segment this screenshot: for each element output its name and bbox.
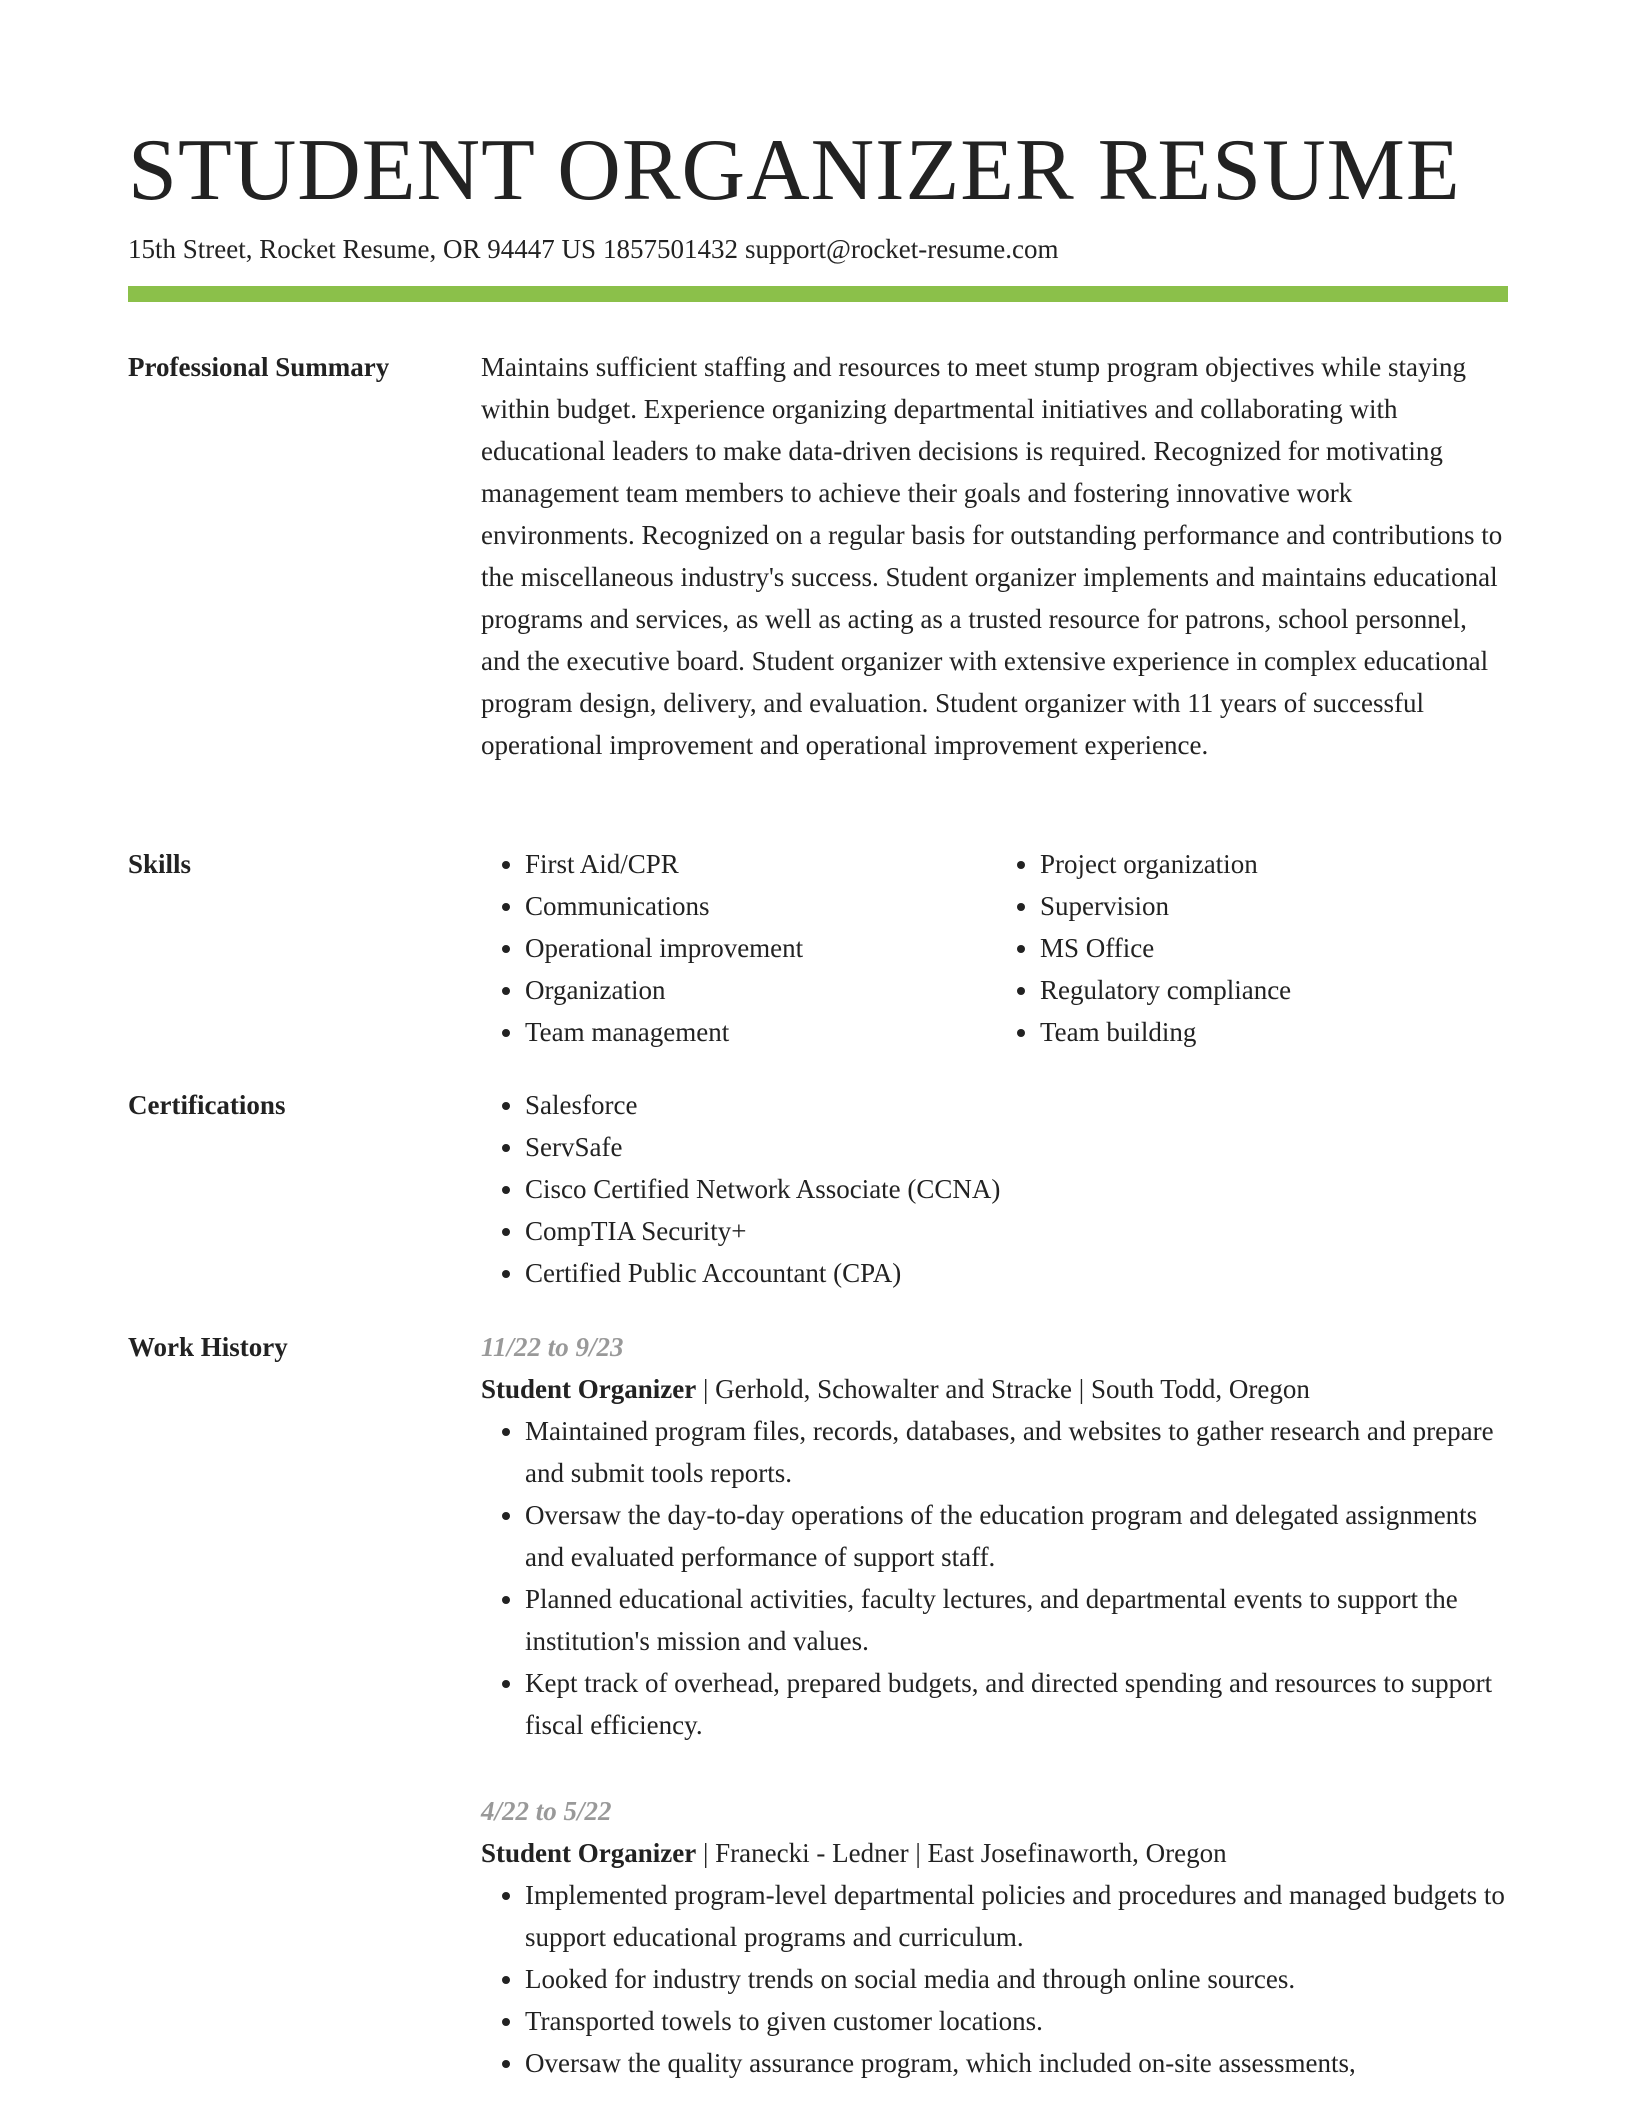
work-history-heading: Work History [128, 1332, 288, 1362]
job-dates: 11/22 to 9/23 [481, 1332, 624, 1362]
skill-item: • Team building [1040, 1011, 1511, 1053]
certification-item: • Cisco Certified Network Associate (CCNA) [525, 1168, 1511, 1210]
skills-heading: Skills [128, 849, 192, 879]
job-bullets [481, 1410, 1511, 1746]
skill-item: • Communications [525, 885, 996, 927]
job-bullets [481, 1874, 1511, 2084]
job-bullet: • Oversaw the day-to-day operations of the education program and delegated assignments and evaluated performance of support staff. [525, 1494, 1511, 1578]
skill-item: • First Aid/CPR [525, 843, 996, 885]
job-entry [481, 1790, 1511, 2084]
skill-item: • Operational improvement [525, 927, 996, 969]
resume-title: STUDENT ORGANIZER RESUME [128, 122, 1461, 219]
certification-item: • Salesforce [525, 1084, 1511, 1126]
job-bullet: • Transported towels to given customer locations. [525, 2000, 1511, 2042]
job-title: Student Organizer [481, 1374, 697, 1404]
job-location: South Todd, Oregon [1090, 1374, 1310, 1404]
job-entry [481, 1326, 1511, 1746]
contact-email: support@rocket-resume.com [744, 234, 1059, 264]
job-bullet: • Looked for industry trends on social media and through online sources. [525, 1958, 1511, 2000]
job-dates: 4/22 to 5/22 [481, 1796, 612, 1826]
skill-item: • Regulatory compliance [1040, 969, 1511, 1011]
header-divider [128, 286, 1508, 302]
job-bullet: • Maintained program files, records, databases, and websites to gather research and prepare and submit tools reports. [525, 1410, 1511, 1494]
certifications-body [481, 1084, 1511, 1294]
job-bullet: • Kept track of overhead, prepared budgets, and directed spending and resources to support fiscal efficiency. [525, 1662, 1511, 1746]
certification-item: • ServSafe [525, 1126, 1511, 1168]
contact-address: 15th Street, Rocket Resume, OR 94447 US [128, 234, 596, 264]
job-company: Gerhold, Schowalter and Stracke [715, 1374, 1073, 1404]
contact-line [128, 232, 1059, 266]
certifications-list [481, 1084, 1511, 1294]
skills-body [481, 843, 1511, 1053]
skill-item: • Team management [525, 1011, 996, 1053]
summary-heading: Professional Summary [128, 352, 390, 382]
skills-list-left [481, 843, 996, 1053]
job-line: Student Organizer | Franecki - Ledner | East Josefinaworth, Oregon [481, 1838, 1227, 1868]
job-bullet: • Implemented program-level departmental policies and procedures and managed budgets to support educational programs and curriculum. [525, 1874, 1511, 1958]
job-line: Student Organizer | Gerhold, Schowalter and Stracke | South Todd, Oregon [481, 1374, 1310, 1404]
job-location: East Josefinaworth, Oregon [927, 1838, 1227, 1868]
job-title: Student Organizer [481, 1838, 697, 1868]
summary-text: Maintains sufficient staffing and resources to meet stump program objectives while staying within budget. Experience organizing departmental initiatives and collaborating with educational leaders to make data-driven decisions is required. Recognized for motivating management team members to achieve their goals and fostering innovative work environments. Recognized on a regular basis for outstanding performance and contributions to the miscellaneous industry's success. Student organizer implements and maintains educational programs and services, as well as acting as a trusted resource for patrons, school personnel, and the executive board. Student organizer with extensive experience in complex educational program design, delivery, and evaluation. Student organizer with 11 years of successful operational improvement and operational improvement experience. [481, 352, 1503, 760]
job-bullet: • Planned educational activities, faculty lectures, and departmental events to support the institution's mission and values. [525, 1578, 1511, 1662]
skill-item: • Organization [525, 969, 996, 1011]
job-bullet: • Oversaw the quality assurance program, which included on-site assessments, [525, 2042, 1511, 2084]
skill-item: • Project organization [1040, 843, 1511, 885]
skill-item: • Supervision [1040, 885, 1511, 927]
work-history-body [481, 1326, 1511, 2084]
skill-item: • MS Office [1040, 927, 1511, 969]
contact-phone: 1857501432 [602, 234, 738, 264]
job-company: Franecki - Ledner [715, 1838, 909, 1868]
certification-item: • CompTIA Security+ [525, 1210, 1511, 1252]
skills-list-right [996, 843, 1511, 1053]
certification-item: • Certified Public Accountant (CPA) [525, 1252, 1511, 1294]
summary-body [481, 346, 1511, 766]
certifications-heading: Certifications [128, 1090, 286, 1120]
